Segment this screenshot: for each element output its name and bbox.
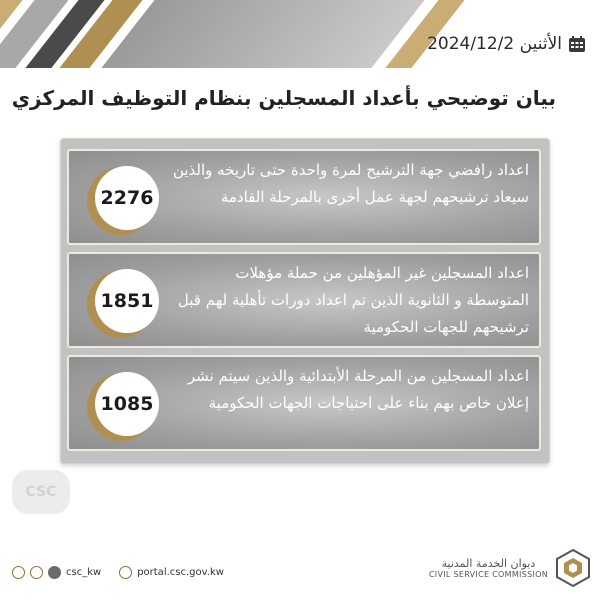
instagram-icon[interactable] [12,566,25,579]
stat-card [67,149,541,245]
calendar-icon [568,35,586,53]
org-name-ar: ديوان الخدمة المدنية [441,557,536,570]
csc-logo-icon [554,548,592,588]
x-icon[interactable] [30,566,43,579]
globe-icon[interactable] [119,566,132,579]
social-handle[interactable]: csc_kw [66,567,102,578]
stats-panel [60,138,550,464]
stat-description: اعداد المسجلين غير المؤهلين من حملة مؤهلات المتوسطة و الثانوية الذين تم اعداد دورات تأهلية لهم قبل ترشيحهم للجهات الحكومية [177,264,529,336]
org-name-en: CIVIL SERVICE COMMISSION [428,570,548,579]
date-text: الأثنين 2024/12/2 [427,34,562,54]
stat-description: اعداد رافضي جهة الترشيح لمرة واحدة حتى تاريخه والذين سيعاد ترشيحهم لجهة عمل أخرى بالمرحلة القادمة [172,161,529,206]
page-title: بيان توضيحي بأعداد المسجلين بنظام التوظيف المركزي [11,86,556,110]
social-links [12,566,224,579]
stat-value: 1085 [95,372,159,436]
header-stripe-gray-long [101,0,424,68]
portal-link[interactable]: portal.csc.gov.kw [137,567,224,578]
date-row [427,34,586,54]
org-logo [429,548,592,588]
stat-card [67,355,541,451]
stat-value: 2276 [95,166,159,230]
watermark-logo: CSC [12,470,70,514]
stat-description: اعداد المسجلين من المرحلة الأبتدائية والذين سيتم نشر إعلان خاص بهم بناء على احتياجات الجهات الحكومية [187,367,529,412]
stat-card [67,252,541,348]
stat-value: 1851 [95,269,159,333]
facebook-icon[interactable] [48,566,61,579]
